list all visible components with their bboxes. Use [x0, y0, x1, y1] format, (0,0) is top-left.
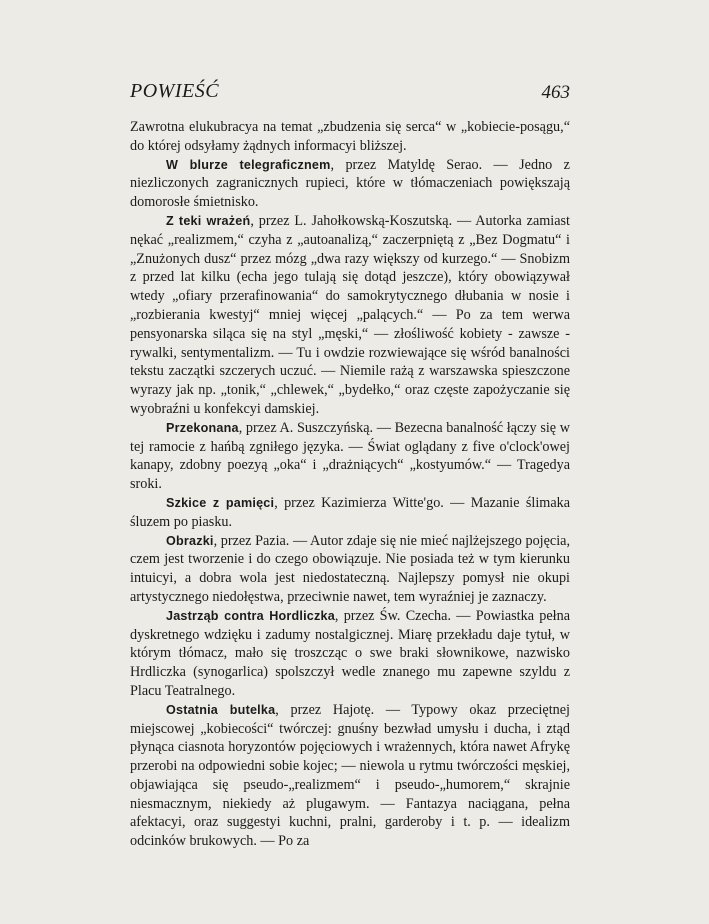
- entry-title: Ostatnia butelka: [166, 702, 276, 717]
- running-title: POWIEŚĆ: [130, 80, 220, 102]
- entry-text: , przez Kazimierza Witte'go. — Mazanie ślimaka śluzem po piasku.: [130, 494, 571, 530]
- entry-title: Jastrząb contra Hordliczka: [166, 608, 335, 623]
- review-entry: [130, 156, 570, 212]
- review-entry: [130, 212, 570, 419]
- running-header: [130, 80, 570, 106]
- paragraph-continuation: [130, 118, 570, 156]
- entry-title: Z teki wrażeń: [166, 213, 251, 228]
- review-entry: [130, 532, 570, 607]
- page-number: 463: [541, 82, 570, 103]
- entry-text: , przez A. Suszczyńską. — Bezecna banalność łączy się w tej ramocie z hańbą zgniłego języka. — Świat oglądany z five o'clock'owej kanapy, zdobny poezyą „oka“ i „drażniących“ „kostyumów.“ — Tragedya sroki.: [130, 419, 570, 493]
- entry-title: Obrazki: [166, 533, 214, 548]
- review-entry: [130, 419, 570, 494]
- entry-title: Przekonana: [166, 420, 239, 435]
- entry-text: , przez Matyldę Serao. — Jedno z niezliczonych zagranicznych rupieci, które w tłómaczeniach powiększają domorosłe śmietnisko.: [130, 156, 570, 211]
- paragraph-text: Zawrotna elukubracya na temat „zbudzenia się serca“ w „kobiecie-posągu,“ do której odsyłamy żądnych informacyi bliższej.: [130, 119, 570, 154]
- entry-title: Szkice z pamięci: [166, 495, 275, 510]
- body-text: [130, 118, 570, 851]
- review-entry: [130, 701, 570, 851]
- entry-text: , przez L. Jahołkowską-Koszutską. — Autorka zamiast nękać „realizmem,“ czyha z „autoanalizą,“ zaczerpniętą z „Bez Dogmatu“ i „Znużonych dusz“ przez mózg „dwa razy większy od kurzego.“ — Snobizm z przed lat kilku (echa jego tulają się dotąd jeszcze), który obowiązywał wtedy „ofiary przerafinowania“ do samokrytycznego dłubania w nosie i „rozbierania kwestyj“ mniej więcej „palących.“ — Po za tem werwa pensyonarska siląca się na styl „męski,“ — złośliwość kobiety - zawsze - rywalki, sentymentalizm. — Tu i owdzie rozwiewające się wśród banalności tekstu zaczątki szczerych uczuć. — Niemile rażą z warszawska spieszczone wyrazy jak np. „tonik,“ „chlewek,“ „bydełko,“ oraz częste zapożyczanie się wyobraźni u konfekcyi damskiej.: [130, 212, 570, 417]
- entry-title: W blurze telegraficznem: [166, 157, 331, 172]
- review-entry: [130, 494, 570, 532]
- entry-text: , przez Pazia. — Autor zdaje się nie mieć najlżejszego pojęcia, czem jest tworzenie i do czego obowiązuje. Nie posiada też w tym kierunku intuicyi, a dobra wola jest niedostateczną. Najlepszy pomysł nie okupi artystycznego niedołęstwa, przeciwnie nawet, tem wyraźniej je zaznaczy.: [130, 532, 570, 605]
- review-entry: [130, 607, 570, 701]
- entry-text: , przez Św. Czecha. — Powiastka pełna dyskretnego wdzięku i zadumy nostalgicznej. Miarę przekładu daje tytuł, w którym tłómacz, mało się troszcząc o swe braki słownikowe, nazwisko Hrdliczka (synogarlica) spolszczył wedle znanego mu zapewne szyldu z Placu Teatralnego.: [130, 607, 570, 699]
- entry-text: , przez Hajotę. — Typowy okaz przeciętnej miejscowej „kobiecości“ twórczej: gnuśny bezwład umysłu i ducha, i ztąd płynąca ciasnota horyzontów pojęciowych i wrażennych, która nawet Afrykę przerobi na odpowiedni sobie kojec; — niewola u rytmu twórczości męskiej, objawiająca się pseudo-„realizmem“ i pseudo-„humorem,“ skrajnie niesmacznym, niekiedy aż plugawym. — Fantazya naciągana, pełna afektacyi, oraz suggestyi kuchni, pralni, garderoby i t. p. — idealizm odcinków brukowych. — Po za: [130, 701, 570, 850]
